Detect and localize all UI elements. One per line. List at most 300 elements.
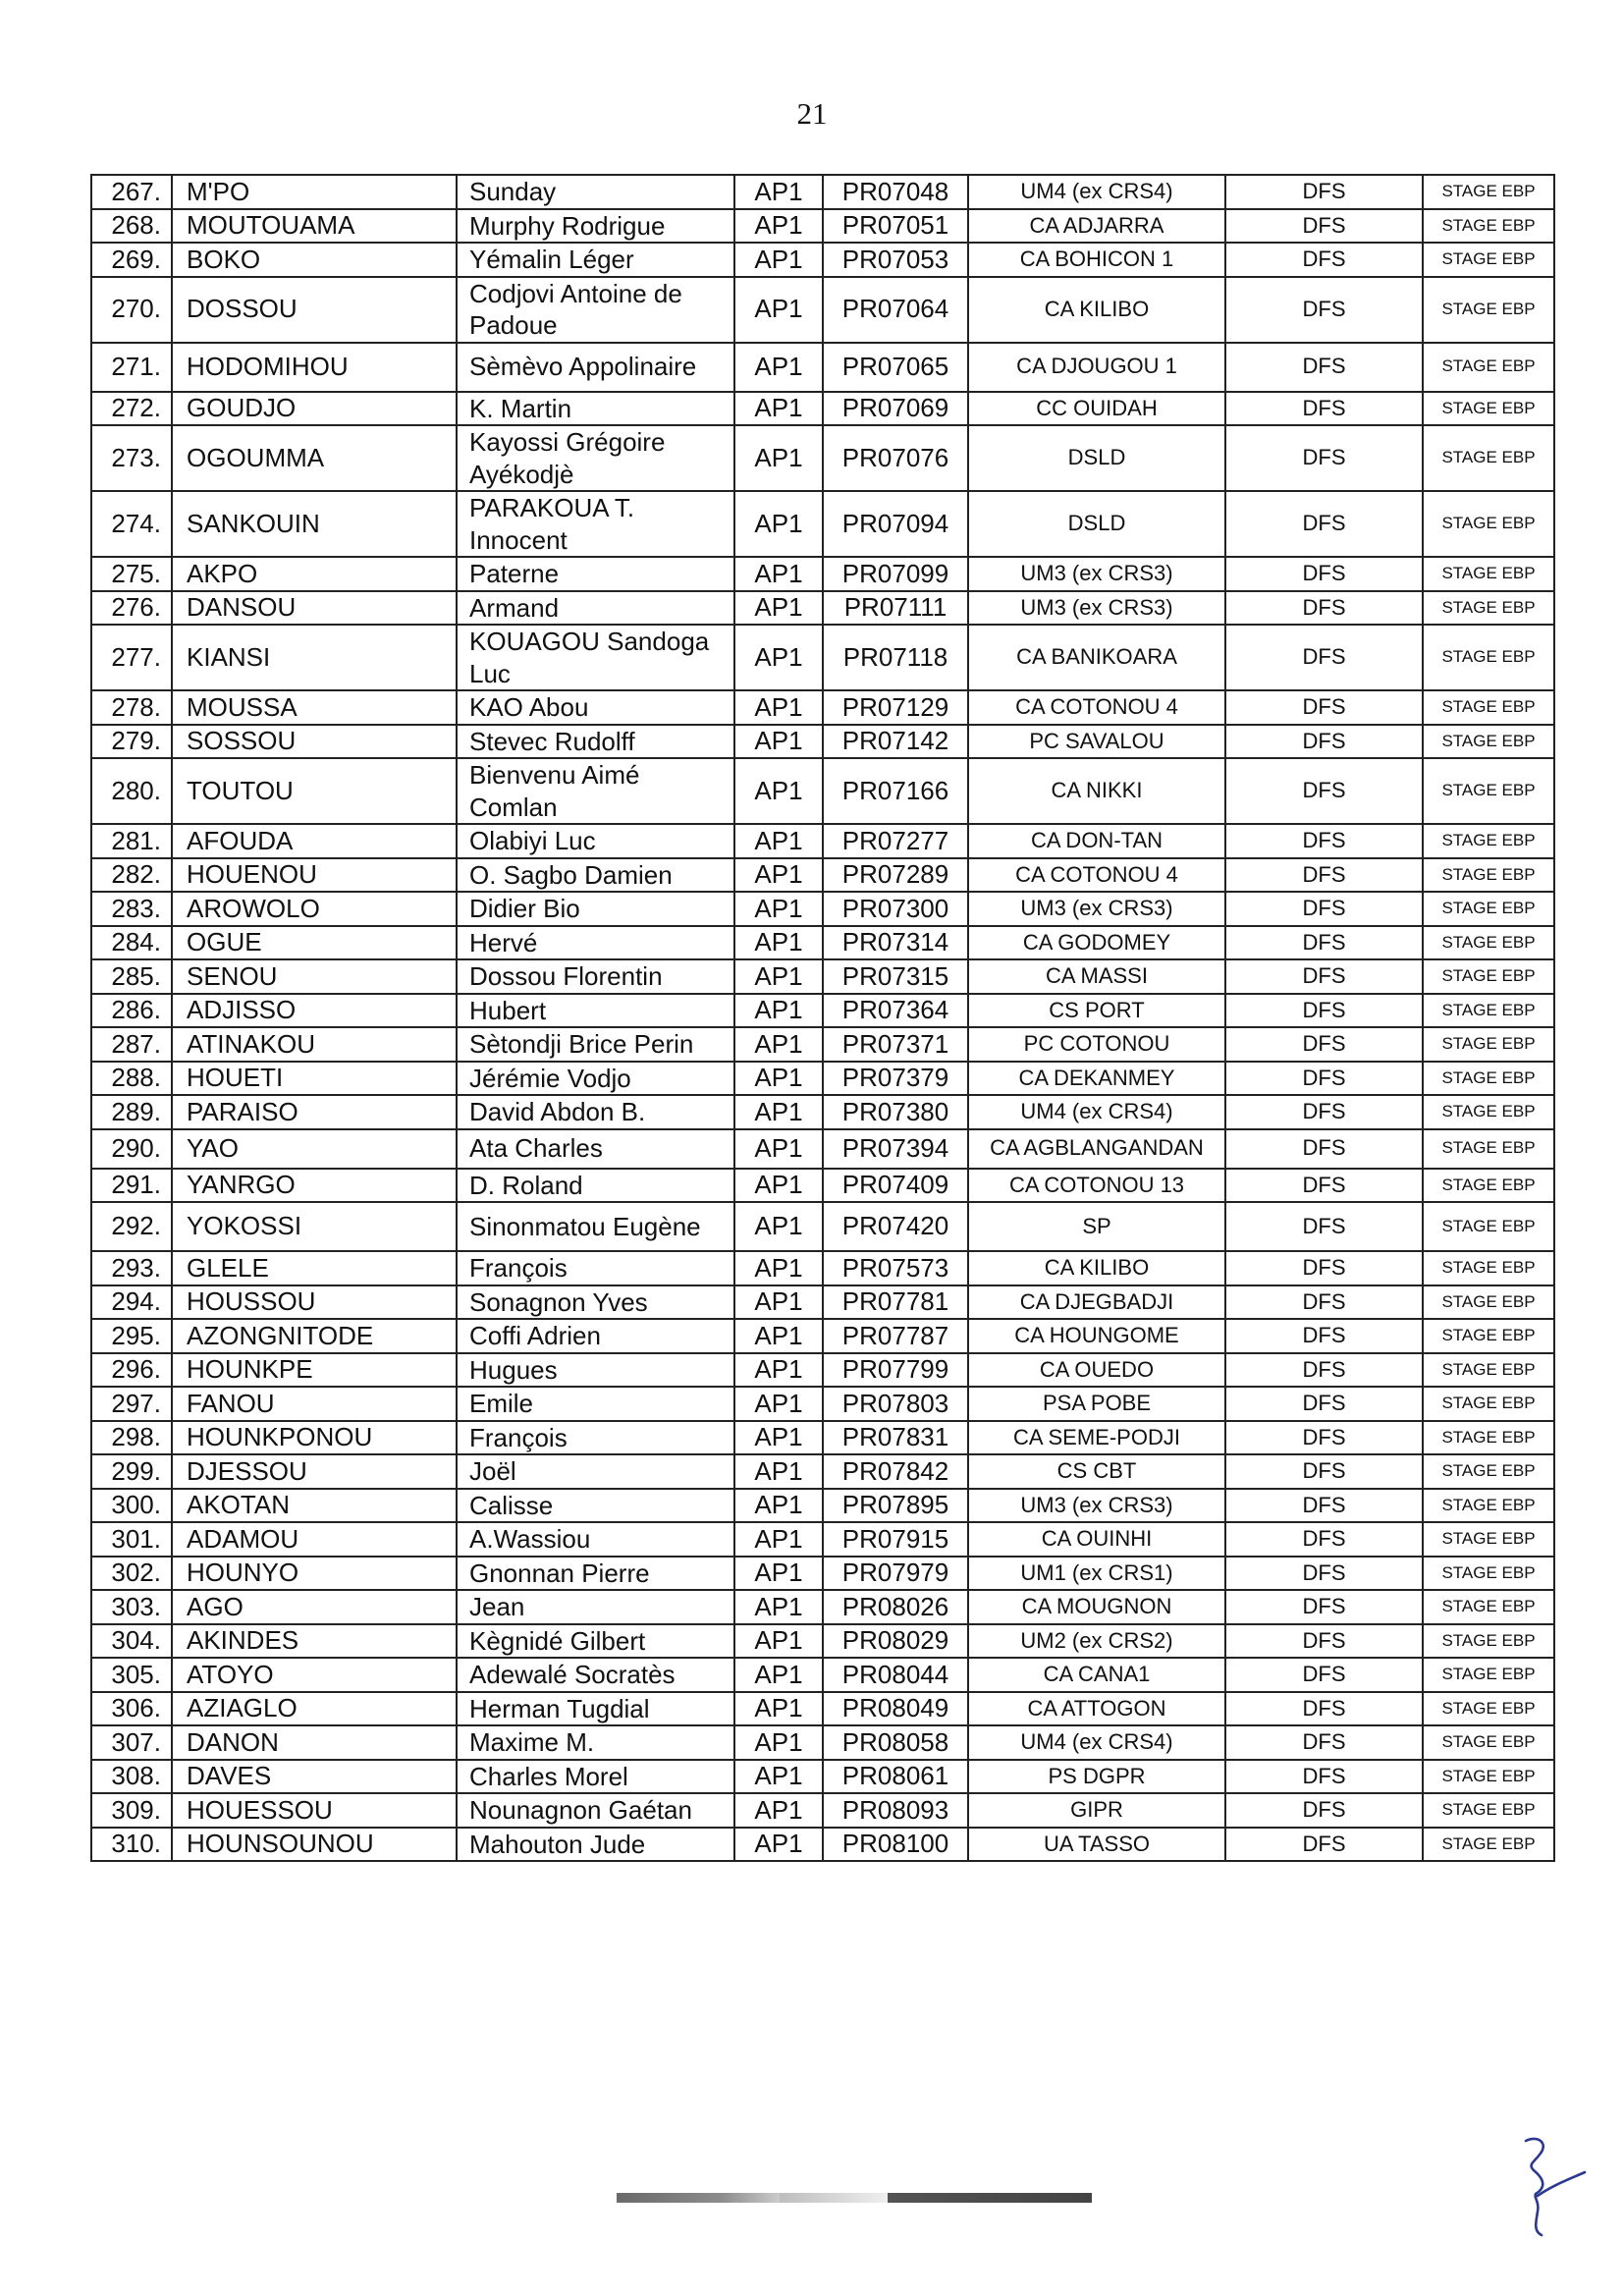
cell-observation: STAGE EBP xyxy=(1423,425,1554,491)
cell-assignment: CA DJEGBADJI xyxy=(968,1285,1225,1320)
table-row xyxy=(91,1793,1554,1828)
table-row xyxy=(91,277,1554,343)
cell-observation: STAGE EBP xyxy=(1423,858,1554,893)
table-row xyxy=(91,994,1554,1028)
cell-grade: AP1 xyxy=(734,858,823,893)
cell-assignment: CA CANA1 xyxy=(968,1658,1225,1692)
cell-assignment: UM3 (ex CRS3) xyxy=(968,892,1225,926)
page-number: 21 xyxy=(796,96,828,131)
cell-observation: STAGE EBP xyxy=(1423,591,1554,626)
cell-first-names: KOUAGOU Sandoga Luc xyxy=(457,625,734,690)
cell-observation: STAGE EBP xyxy=(1423,1027,1554,1062)
cell-surname: HODOMIHOU xyxy=(172,343,457,392)
cell-assignment: CA COTONOU 13 xyxy=(968,1169,1225,1203)
cell-row-number: 290. xyxy=(91,1129,172,1169)
cell-grade: AP1 xyxy=(734,1590,823,1624)
cell-direction: DFS xyxy=(1225,1251,1423,1285)
table-row xyxy=(91,1319,1554,1353)
cell-assignment: SP xyxy=(968,1202,1225,1251)
table-row xyxy=(91,1454,1554,1489)
cell-surname: HOUENOU xyxy=(172,858,457,893)
cell-row-number: 286. xyxy=(91,994,172,1028)
cell-assignment: PSA POBE xyxy=(968,1387,1225,1421)
cell-first-names: Sonagnon Yves xyxy=(457,1285,734,1320)
cell-matricule: PR08061 xyxy=(823,1760,968,1794)
cell-assignment: CC OUIDAH xyxy=(968,392,1225,426)
cell-direction: DFS xyxy=(1225,1387,1423,1421)
cell-grade: AP1 xyxy=(734,1027,823,1062)
cell-matricule: PR08100 xyxy=(823,1828,968,1862)
cell-grade: AP1 xyxy=(734,591,823,626)
cell-assignment: CA DJOUGOU 1 xyxy=(968,343,1225,392)
cell-grade: AP1 xyxy=(734,926,823,960)
cell-matricule: PR07129 xyxy=(823,690,968,725)
cell-direction: DFS xyxy=(1225,1062,1423,1096)
table-row xyxy=(91,1489,1554,1523)
cell-first-names: Kayossi Grégoire Ayékodjè xyxy=(457,425,734,491)
cell-first-names: Charles Morel xyxy=(457,1760,734,1794)
cell-observation: STAGE EBP xyxy=(1423,557,1554,591)
cell-first-names: Sunday xyxy=(457,175,734,209)
cell-surname: SENOU xyxy=(172,959,457,994)
table-row xyxy=(91,1522,1554,1557)
cell-matricule: PR07380 xyxy=(823,1095,968,1129)
cell-observation: STAGE EBP xyxy=(1423,392,1554,426)
cell-assignment: CA SEME-PODJI xyxy=(968,1421,1225,1455)
table-row xyxy=(91,1027,1554,1062)
cell-grade: AP1 xyxy=(734,1387,823,1421)
cell-direction: DFS xyxy=(1225,1319,1423,1353)
table-row xyxy=(91,1353,1554,1388)
cell-surname: HOUETI xyxy=(172,1062,457,1096)
cell-row-number: 284. xyxy=(91,926,172,960)
cell-assignment: CA BOHICON 1 xyxy=(968,243,1225,277)
cell-observation: STAGE EBP xyxy=(1423,1590,1554,1624)
cell-assignment: CA OUINHI xyxy=(968,1522,1225,1557)
cell-row-number: 289. xyxy=(91,1095,172,1129)
cell-surname: KIANSI xyxy=(172,625,457,690)
cell-surname: ADJISSO xyxy=(172,994,457,1028)
table-row xyxy=(91,1421,1554,1455)
cell-assignment: UM4 (ex CRS4) xyxy=(968,1095,1225,1129)
cell-observation: STAGE EBP xyxy=(1423,491,1554,557)
table-row xyxy=(91,175,1554,209)
cell-surname: MOUTOUAMA xyxy=(172,209,457,244)
cell-surname: YAO xyxy=(172,1129,457,1169)
cell-row-number: 291. xyxy=(91,1169,172,1203)
cell-first-names: François xyxy=(457,1251,734,1285)
cell-assignment: CA GODOMEY xyxy=(968,926,1225,960)
cell-first-names: Yémalin Léger xyxy=(457,243,734,277)
table-row xyxy=(91,1760,1554,1794)
cell-row-number: 282. xyxy=(91,858,172,893)
cell-surname: MOUSSA xyxy=(172,690,457,725)
cell-surname: GOUDJO xyxy=(172,392,457,426)
cell-surname: HOUNSOUNOU xyxy=(172,1828,457,1862)
cell-first-names: Sètondji Brice Perin xyxy=(457,1027,734,1062)
cell-grade: AP1 xyxy=(734,491,823,557)
cell-assignment: CA KILIBO xyxy=(968,277,1225,343)
cell-matricule: PR07915 xyxy=(823,1522,968,1557)
cell-matricule: PR08049 xyxy=(823,1692,968,1726)
cell-direction: DFS xyxy=(1225,1095,1423,1129)
cell-assignment: CA KILIBO xyxy=(968,1251,1225,1285)
cell-surname: M'PO xyxy=(172,175,457,209)
cell-first-names: Jérémie Vodjo xyxy=(457,1062,734,1096)
cell-assignment: UM3 (ex CRS3) xyxy=(968,1489,1225,1523)
cell-observation: STAGE EBP xyxy=(1423,926,1554,960)
cell-direction: DFS xyxy=(1225,1692,1423,1726)
cell-matricule: PR07895 xyxy=(823,1489,968,1523)
cell-row-number: 298. xyxy=(91,1421,172,1455)
cell-direction: DFS xyxy=(1225,625,1423,690)
cell-direction: DFS xyxy=(1225,1522,1423,1557)
cell-surname: TOUTOU xyxy=(172,758,457,824)
cell-grade: AP1 xyxy=(734,690,823,725)
cell-assignment: CA ATTOGON xyxy=(968,1692,1225,1726)
cell-row-number: 271. xyxy=(91,343,172,392)
cell-surname: DAVES xyxy=(172,1760,457,1794)
cell-first-names: Sinonmatou Eugène xyxy=(457,1202,734,1251)
cell-observation: STAGE EBP xyxy=(1423,959,1554,994)
cell-matricule: PR07142 xyxy=(823,725,968,759)
cell-matricule: PR07379 xyxy=(823,1062,968,1096)
cell-surname: AZIAGLO xyxy=(172,1692,457,1726)
cell-first-names: Dossou Florentin xyxy=(457,959,734,994)
cell-matricule: PR07315 xyxy=(823,959,968,994)
cell-first-names: David Abdon B. xyxy=(457,1095,734,1129)
cell-row-number: 276. xyxy=(91,591,172,626)
cell-grade: AP1 xyxy=(734,959,823,994)
cell-direction: DFS xyxy=(1225,1202,1423,1251)
cell-observation: STAGE EBP xyxy=(1423,243,1554,277)
cell-matricule: PR07394 xyxy=(823,1129,968,1169)
table-row xyxy=(91,824,1554,858)
cell-surname: FANOU xyxy=(172,1387,457,1421)
cell-observation: STAGE EBP xyxy=(1423,1793,1554,1828)
table-row xyxy=(91,1285,1554,1320)
cell-direction: DFS xyxy=(1225,557,1423,591)
cell-matricule: PR07076 xyxy=(823,425,968,491)
cell-observation: STAGE EBP xyxy=(1423,1285,1554,1320)
table-row xyxy=(91,625,1554,690)
table-row xyxy=(91,690,1554,725)
cell-row-number: 269. xyxy=(91,243,172,277)
table-row xyxy=(91,1590,1554,1624)
cell-surname: AKINDES xyxy=(172,1624,457,1659)
cell-grade: AP1 xyxy=(734,243,823,277)
table-row xyxy=(91,1169,1554,1203)
cell-grade: AP1 xyxy=(734,425,823,491)
cell-matricule: PR07787 xyxy=(823,1319,968,1353)
cell-grade: AP1 xyxy=(734,1624,823,1659)
cell-surname: GLELE xyxy=(172,1251,457,1285)
cell-assignment: UA TASSO xyxy=(968,1828,1225,1862)
table-row xyxy=(91,343,1554,392)
cell-first-names: KAO Abou xyxy=(457,690,734,725)
cell-surname: OGOUMMA xyxy=(172,425,457,491)
cell-grade: AP1 xyxy=(734,392,823,426)
cell-matricule: PR07842 xyxy=(823,1454,968,1489)
cell-matricule: PR07364 xyxy=(823,994,968,1028)
cell-direction: DFS xyxy=(1225,1027,1423,1062)
cell-grade: AP1 xyxy=(734,1202,823,1251)
cell-grade: AP1 xyxy=(734,892,823,926)
cell-matricule: PR07118 xyxy=(823,625,968,690)
table-row xyxy=(91,1202,1554,1251)
cell-observation: STAGE EBP xyxy=(1423,1129,1554,1169)
cell-grade: AP1 xyxy=(734,277,823,343)
cell-surname: PARAISO xyxy=(172,1095,457,1129)
cell-grade: AP1 xyxy=(734,1658,823,1692)
cell-direction: DFS xyxy=(1225,243,1423,277)
cell-assignment: PS DGPR xyxy=(968,1760,1225,1794)
cell-observation: STAGE EBP xyxy=(1423,1169,1554,1203)
cell-assignment: CA MOUGNON xyxy=(968,1590,1225,1624)
table-row xyxy=(91,892,1554,926)
cell-row-number: 292. xyxy=(91,1202,172,1251)
personnel-table xyxy=(90,174,1555,1862)
table-row xyxy=(91,591,1554,626)
cell-matricule: PR08058 xyxy=(823,1725,968,1760)
table-row xyxy=(91,1129,1554,1169)
cell-row-number: 268. xyxy=(91,209,172,244)
cell-first-names: Didier Bio xyxy=(457,892,734,926)
cell-grade: AP1 xyxy=(734,1353,823,1388)
table-row xyxy=(91,959,1554,994)
cell-matricule: PR07277 xyxy=(823,824,968,858)
cell-surname: AGO xyxy=(172,1590,457,1624)
cell-observation: STAGE EBP xyxy=(1423,824,1554,858)
cell-row-number: 303. xyxy=(91,1590,172,1624)
cell-first-names: Gnonnan Pierre xyxy=(457,1557,734,1591)
cell-surname: AZONGNITODE xyxy=(172,1319,457,1353)
cell-row-number: 275. xyxy=(91,557,172,591)
cell-grade: AP1 xyxy=(734,1251,823,1285)
cell-row-number: 277. xyxy=(91,625,172,690)
cell-assignment: UM3 (ex CRS3) xyxy=(968,591,1225,626)
cell-row-number: 310. xyxy=(91,1828,172,1862)
cell-surname: SANKOUIN xyxy=(172,491,457,557)
cell-observation: STAGE EBP xyxy=(1423,175,1554,209)
cell-matricule: PR07111 xyxy=(823,591,968,626)
cell-observation: STAGE EBP xyxy=(1423,277,1554,343)
cell-first-names: Codjovi Antoine de Padoue xyxy=(457,277,734,343)
cell-surname: HOUSSOU xyxy=(172,1285,457,1320)
table-row xyxy=(91,1251,1554,1285)
cell-surname: HOUNYO xyxy=(172,1557,457,1591)
cell-first-names: Armand xyxy=(457,591,734,626)
cell-grade: AP1 xyxy=(734,1692,823,1726)
cell-direction: DFS xyxy=(1225,758,1423,824)
table-row xyxy=(91,243,1554,277)
table-row xyxy=(91,392,1554,426)
cell-surname: HOUNKPONOU xyxy=(172,1421,457,1455)
cell-direction: DFS xyxy=(1225,209,1423,244)
cell-grade: AP1 xyxy=(734,1760,823,1794)
table-row xyxy=(91,758,1554,824)
cell-matricule: PR07831 xyxy=(823,1421,968,1455)
cell-surname: DANON xyxy=(172,1725,457,1760)
cell-matricule: PR07069 xyxy=(823,392,968,426)
cell-surname: ADAMOU xyxy=(172,1522,457,1557)
cell-observation: STAGE EBP xyxy=(1423,690,1554,725)
cell-direction: DFS xyxy=(1225,1725,1423,1760)
cell-observation: STAGE EBP xyxy=(1423,1421,1554,1455)
cell-row-number: 297. xyxy=(91,1387,172,1421)
cell-row-number: 309. xyxy=(91,1793,172,1828)
cell-assignment: UM4 (ex CRS4) xyxy=(968,175,1225,209)
cell-direction: DFS xyxy=(1225,425,1423,491)
cell-direction: DFS xyxy=(1225,1658,1423,1692)
cell-direction: DFS xyxy=(1225,1285,1423,1320)
cell-row-number: 267. xyxy=(91,175,172,209)
cell-first-names: Hugues xyxy=(457,1353,734,1388)
cell-assignment: CA DEKANMEY xyxy=(968,1062,1225,1096)
cell-assignment: CS PORT xyxy=(968,994,1225,1028)
cell-row-number: 304. xyxy=(91,1624,172,1659)
cell-assignment: CA BANIKOARA xyxy=(968,625,1225,690)
cell-first-names: Olabiyi Luc xyxy=(457,824,734,858)
cell-direction: DFS xyxy=(1225,175,1423,209)
cell-grade: AP1 xyxy=(734,1793,823,1828)
table-row xyxy=(91,1692,1554,1726)
cell-observation: STAGE EBP xyxy=(1423,1692,1554,1726)
cell-first-names: Murphy Rodrigue xyxy=(457,209,734,244)
cell-matricule: PR07799 xyxy=(823,1353,968,1388)
cell-row-number: 299. xyxy=(91,1454,172,1489)
cell-grade: AP1 xyxy=(734,725,823,759)
cell-grade: AP1 xyxy=(734,1725,823,1760)
table-row xyxy=(91,926,1554,960)
cell-matricule: PR07289 xyxy=(823,858,968,893)
cell-first-names: Sèmèvo Appolinaire xyxy=(457,343,734,392)
cell-first-names: A.Wassiou xyxy=(457,1522,734,1557)
cell-direction: DFS xyxy=(1225,690,1423,725)
cell-grade: AP1 xyxy=(734,1169,823,1203)
cell-assignment: CA COTONOU 4 xyxy=(968,690,1225,725)
cell-observation: STAGE EBP xyxy=(1423,1319,1554,1353)
table-row xyxy=(91,858,1554,893)
cell-surname: DOSSOU xyxy=(172,277,457,343)
cell-first-names: Joël xyxy=(457,1454,734,1489)
cell-first-names: Hervé xyxy=(457,926,734,960)
cell-direction: DFS xyxy=(1225,824,1423,858)
cell-direction: DFS xyxy=(1225,1557,1423,1591)
cell-first-names: Kègnidé Gilbert xyxy=(457,1624,734,1659)
table-row xyxy=(91,1387,1554,1421)
cell-observation: STAGE EBP xyxy=(1423,343,1554,392)
cell-row-number: 308. xyxy=(91,1760,172,1794)
cell-first-names: K. Martin xyxy=(457,392,734,426)
cell-row-number: 273. xyxy=(91,425,172,491)
cell-direction: DFS xyxy=(1225,1421,1423,1455)
cell-surname: ATINAKOU xyxy=(172,1027,457,1062)
cell-matricule: PR08044 xyxy=(823,1658,968,1692)
cell-matricule: PR07979 xyxy=(823,1557,968,1591)
cell-matricule: PR07053 xyxy=(823,243,968,277)
cell-surname: AKOTAN xyxy=(172,1489,457,1523)
cell-first-names: Stevec Rudolff xyxy=(457,725,734,759)
cell-observation: STAGE EBP xyxy=(1423,994,1554,1028)
cell-matricule: PR07803 xyxy=(823,1387,968,1421)
cell-direction: DFS xyxy=(1225,491,1423,557)
cell-grade: AP1 xyxy=(734,1129,823,1169)
cell-matricule: PR07371 xyxy=(823,1027,968,1062)
cell-matricule: PR07409 xyxy=(823,1169,968,1203)
cell-observation: STAGE EBP xyxy=(1423,1387,1554,1421)
cell-direction: DFS xyxy=(1225,1624,1423,1659)
cell-observation: STAGE EBP xyxy=(1423,1725,1554,1760)
cell-first-names: D. Roland xyxy=(457,1169,734,1203)
cell-observation: STAGE EBP xyxy=(1423,1828,1554,1862)
cell-direction: DFS xyxy=(1225,392,1423,426)
table-row xyxy=(91,1828,1554,1862)
cell-surname: HOUESSOU xyxy=(172,1793,457,1828)
cell-observation: STAGE EBP xyxy=(1423,1353,1554,1388)
cell-assignment: UM1 (ex CRS1) xyxy=(968,1557,1225,1591)
cell-matricule: PR07166 xyxy=(823,758,968,824)
cell-row-number: 296. xyxy=(91,1353,172,1388)
cell-grade: AP1 xyxy=(734,557,823,591)
cell-grade: AP1 xyxy=(734,1319,823,1353)
cell-direction: DFS xyxy=(1225,926,1423,960)
cell-observation: STAGE EBP xyxy=(1423,1624,1554,1659)
cell-row-number: 278. xyxy=(91,690,172,725)
cell-matricule: PR07300 xyxy=(823,892,968,926)
table-row xyxy=(91,425,1554,491)
cell-first-names: Herman Tugdial xyxy=(457,1692,734,1726)
cell-row-number: 281. xyxy=(91,824,172,858)
cell-row-number: 302. xyxy=(91,1557,172,1591)
cell-observation: STAGE EBP xyxy=(1423,1760,1554,1794)
cell-direction: DFS xyxy=(1225,959,1423,994)
table-row xyxy=(91,725,1554,759)
cell-matricule: PR07051 xyxy=(823,209,968,244)
scan-footer-bar-gap xyxy=(780,2193,888,2203)
cell-observation: STAGE EBP xyxy=(1423,1454,1554,1489)
cell-first-names: François xyxy=(457,1421,734,1455)
table-row xyxy=(91,1725,1554,1760)
cell-assignment: DSLD xyxy=(968,425,1225,491)
cell-surname: SOSSOU xyxy=(172,725,457,759)
cell-row-number: 307. xyxy=(91,1725,172,1760)
cell-grade: AP1 xyxy=(734,343,823,392)
table-row xyxy=(91,1624,1554,1659)
cell-assignment: CA ADJARRA xyxy=(968,209,1225,244)
cell-row-number: 287. xyxy=(91,1027,172,1062)
table-row xyxy=(91,1557,1554,1591)
table-body xyxy=(91,175,1554,1861)
cell-matricule: PR07064 xyxy=(823,277,968,343)
cell-matricule: PR07065 xyxy=(823,343,968,392)
cell-grade: AP1 xyxy=(734,824,823,858)
cell-assignment: CA HOUNGOME xyxy=(968,1319,1225,1353)
cell-surname: BOKO xyxy=(172,243,457,277)
cell-direction: DFS xyxy=(1225,858,1423,893)
cell-observation: STAGE EBP xyxy=(1423,209,1554,244)
cell-grade: AP1 xyxy=(734,1454,823,1489)
cell-direction: DFS xyxy=(1225,725,1423,759)
cell-grade: AP1 xyxy=(734,1285,823,1320)
cell-assignment: CA DON-TAN xyxy=(968,824,1225,858)
cell-direction: DFS xyxy=(1225,1454,1423,1489)
cell-first-names: Emile xyxy=(457,1387,734,1421)
cell-grade: AP1 xyxy=(734,1557,823,1591)
cell-assignment: PC COTONOU xyxy=(968,1027,1225,1062)
cell-surname: AROWOLO xyxy=(172,892,457,926)
cell-grade: AP1 xyxy=(734,209,823,244)
